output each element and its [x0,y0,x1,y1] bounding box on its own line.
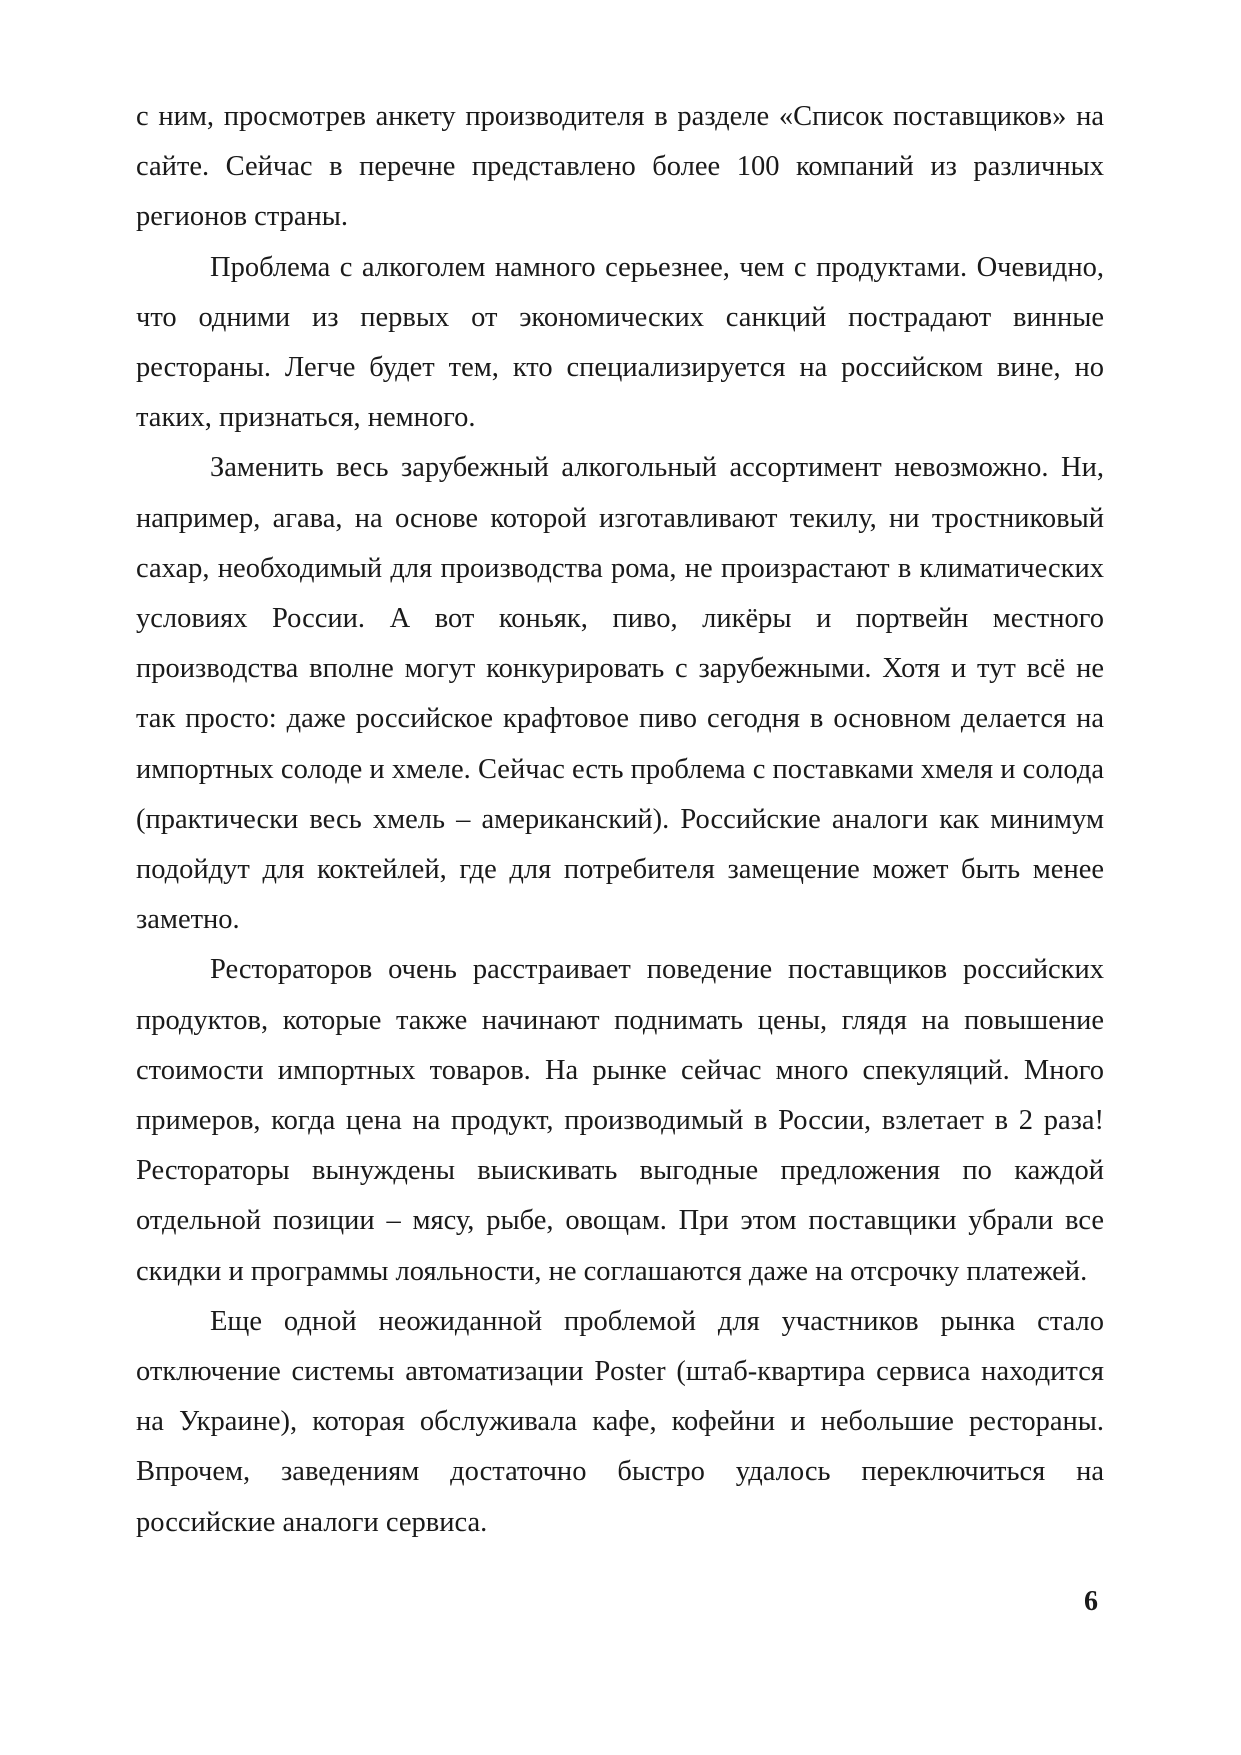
paragraph-5: Еще одной неожиданной проблемой для участников рынка стало отключение системы автоматизации Poster (штаб-квартира сервиса находится на Украине), которая обслуживала кафе, кофейни и небольшие рестораны. Впрочем, заведениям достаточно быстро удалось переключиться на российские аналоги сервиса. [136,1305,1104,1538]
paragraph-1: с ним, просмотрев анкету производителя в разделе «Список поставщиков» на сайте. Сейчас в перечне представлено более 100 компаний из различных регионов страны. [136,101,1104,233]
paragraph-2: Проблема с алкоголем намного серьезнее, чем с продуктами. Очевидно, что одними из первых от экономических санкций пострадают винные рестораны. Легче будет тем, кто специализируется на российском вине, но таких, признаться, немного. [136,251,1104,434]
paragraph-3: Заменить весь зарубежный алкогольный ассортимент невозможно. Ни, например, агава, на основе которой изготавливают текилу, ни тростниковый сахар, необходимый для производства рома, не произрастают в климатических условиях России. А вот коньяк, пиво, ликёры и портвейн местного производства вполне могут конкурировать с зарубежными. Хотя и тут всё не так просто: даже российское крафтовое пиво сегодня в основном делается на импортных солоде и хмеле. Сейчас есть проблема с поставками хмеля и солода (практически весь хмель – американский). Российские аналоги как минимум подойдут для коктейлей, где для потребителя замещение может быть менее заметно. [136,452,1104,936]
document-page [136,92,1104,1548]
paragraph-4: Рестораторов очень расстраивает поведение поставщиков российских продуктов, которые также начинают поднимать цены, глядя на повышение стоимости импортных товаров. На рынке сейчас много спекуляций. Много примеров, когда цена на продукт, производимый в России, взлетает в 2 раза! Рестораторы вынуждены выискивать выгодные предложения по каждой отдельной позиции – мясу, рыбе, овощам. При этом поставщики убрали все скидки и программы лояльности, не соглашаются даже на отсрочку платежей. [136,954,1104,1287]
page-number: 6 [1084,1586,1098,1617]
